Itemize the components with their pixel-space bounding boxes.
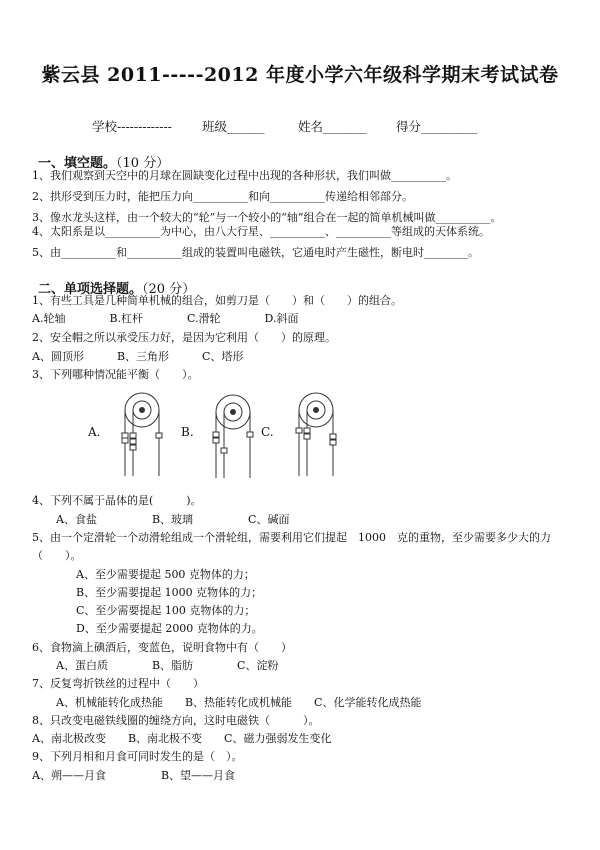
s2-question-8: 8、只改变电磁铁线圈的缠绕方向，这时电磁铁（ ）。 xyxy=(32,714,320,727)
s2-question-4-options: A、食盐 B、玻璃 C、碱面 xyxy=(56,513,290,526)
s2-question-4: 4、下列不属于晶体的是( )。 xyxy=(32,494,202,507)
s2-question-5: 5、由一个定滑轮一个动滑轮组成一个滑轮组，需要利用它们提起 1000 克的重物，至少需要多少大的力 xyxy=(32,531,551,544)
page-title: 紫云县 2011-----2012 年度小学六年级科学期末考试试卷 xyxy=(41,64,559,86)
s2-question-5-option-d: D、至少需要提起 2000 克物体的力。 xyxy=(76,622,263,635)
s2-question-1: 1、有些工具是几种简单机械的组合，如剪刀是（ ）和（ ）的组合。 xyxy=(32,294,402,307)
s2-question-6: 6、食物滴上碘酒后，变蓝色，说明食物中有（ ） xyxy=(32,641,292,654)
s2-question-9: 9、下列月相和月食可同时发生的是（ ）。 xyxy=(32,750,243,763)
s2-question-5-option-b: B、至少需要提起 1000 克物体的力； xyxy=(76,586,263,599)
school-field: 学校------------- xyxy=(92,119,172,134)
s2-question-3: 3、下列哪种情况能平衡（ ）。 xyxy=(32,368,199,381)
class-field: 班级______ xyxy=(202,119,265,134)
s2-question-5-option-a: A、至少需要提起 500 克物体的力； xyxy=(76,568,255,581)
s2-question-5-cont: （ ）。 xyxy=(32,549,82,562)
pulley-figure-a xyxy=(114,388,170,480)
s1-question-1: 1、我们观察到天空中的月球在圆缺变化过程中出现的各种形状，我们叫做__________。 xyxy=(32,169,457,182)
s1-question-3: 3、像水龙头这样，由一个较大的“轮”与一个较小的“轴”组合在一起的简单机械叫做__________。 xyxy=(32,211,502,224)
s2-question-7-options: A、机械能转化成热能 B、热能转化成机械能 C、化学能转化成热能 xyxy=(56,696,422,709)
section2-heading: 二、单项选择题。（20 分） xyxy=(38,282,196,297)
s2-question-9-options: A、朔——月食 B、望——月食 xyxy=(32,769,236,782)
pulley-figure-c xyxy=(288,388,344,480)
name-field: 姓名_______ xyxy=(298,119,367,134)
s1-question-2: 2、拱形受到压力时，能把压力向__________和向__________传递给相邻部分。 xyxy=(32,190,413,203)
s2-question-6-options: A、蛋白质 B、脂肪 C、淀粉 xyxy=(56,659,279,672)
figure-label-a: A. xyxy=(88,425,101,439)
s2-question-8-options: A、南北极改变 B、南北极不变 C、磁力强弱发生变化 xyxy=(32,732,332,745)
s1-question-5: 5、由__________和__________组成的装置叫电磁铁，它通电时产生磁性，断电时________。 xyxy=(32,246,479,259)
s2-question-5-option-c: C、至少需要提起 100 克物体的力； xyxy=(76,604,256,617)
s2-question-7: 7、反复弯折铁丝的过程中（ ） xyxy=(32,677,204,690)
pulley-figure-b xyxy=(205,390,261,482)
figure-label-b: B. xyxy=(181,425,194,439)
s1-question-4: 4、太阳系是以__________为中心，由八大行星、__________、__________等组成的天体系统。 xyxy=(32,225,490,238)
s2-question-2-options: A、圆顶形 B、三角形 C、塔形 xyxy=(32,350,244,363)
figure-label-c: C. xyxy=(261,425,274,439)
section1-heading: 一、填空题。（10 分） xyxy=(38,156,170,171)
score-field: 得分_________ xyxy=(396,119,478,134)
s2-question-2: 2、安全帽之所以承受压力好，是因为它利用（ ）的原理。 xyxy=(32,331,336,344)
s2-question-1-options: A.轮轴 B.杠杆 C.滑轮 D.斜面 xyxy=(32,312,299,325)
